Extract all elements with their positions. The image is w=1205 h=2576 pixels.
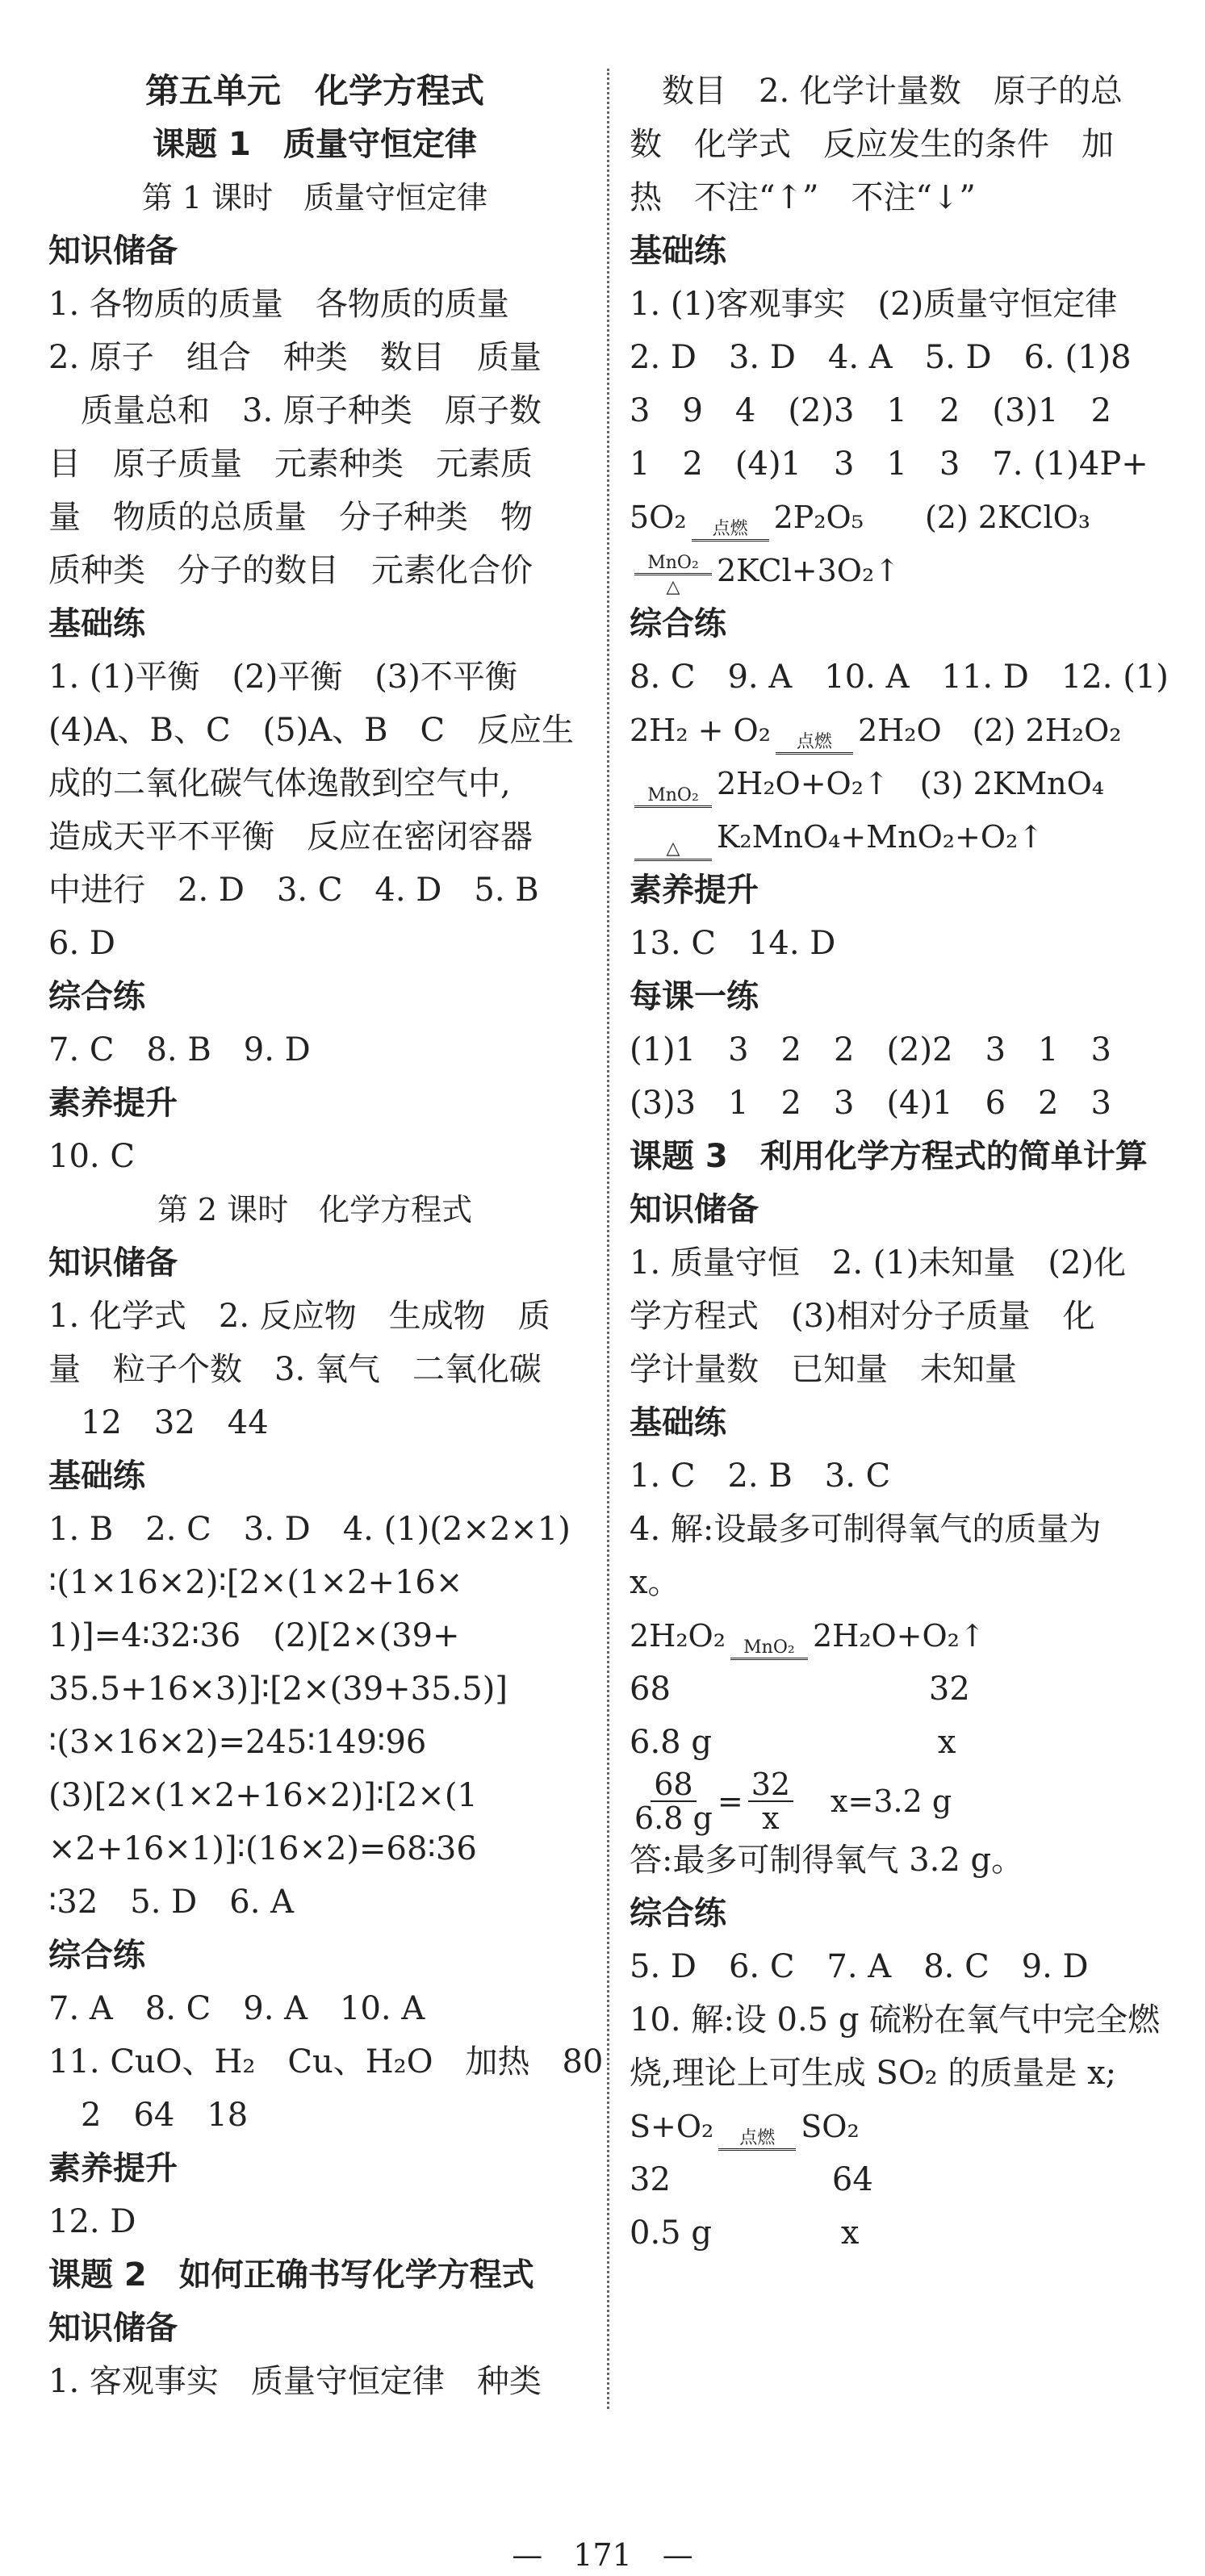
section-head: 基础练 <box>48 605 145 642</box>
reaction-arrow <box>692 520 769 544</box>
text-line: 数 化学式 反应发生的条件 加 <box>630 126 1114 163</box>
section-head: 知识储备 <box>48 232 178 270</box>
text-line: 学计量数 已知量 未知量 <box>630 1351 1017 1388</box>
text-line: 7. A 8. C 9. A 10. A <box>48 1990 425 2027</box>
topic-3-title: 课题 3 利用化学方程式的简单计算 <box>630 1138 1148 1175</box>
section-lines <box>48 1023 581 1077</box>
section-lines <box>630 278 1162 491</box>
text-line: 1. 客观事实 质量守恒定律 种类 <box>48 2363 542 2400</box>
text-line: 1. 各物质的质量 各物质的质量 <box>48 286 509 323</box>
text-line: ×2+16×1)]∶(16×2)=68∶36 <box>48 1830 477 1867</box>
text-line: 32 64 <box>630 2161 873 2198</box>
text-line: 12 32 44 <box>48 1404 269 1441</box>
reaction-arrow <box>730 1638 808 1662</box>
reaction-arrow <box>634 839 712 864</box>
lesson-1-title: 第 1 课时 质量守恒定律 <box>141 180 488 215</box>
topic-1-title: 课题 1 质量守恒定律 <box>153 126 477 163</box>
topic-2-title: 课题 2 如何正确书写化学方程式 <box>48 2256 534 2294</box>
section-head: 综合练 <box>630 605 726 642</box>
fraction-left <box>634 1768 713 1834</box>
text-line: 11. CuO、H₂ Cu、H₂O 加热 80 <box>48 2043 604 2080</box>
fraction-numerator: 32 <box>748 1768 793 1802</box>
section-lines <box>630 65 1162 224</box>
text-line: (4)A、B、C (5)A、B C 反应生 <box>48 712 575 749</box>
reaction-condition-top: MnO₂ <box>647 785 699 805</box>
section-lines <box>48 2355 581 2408</box>
section-lines <box>48 1503 581 1929</box>
section-head: 素养提升 <box>630 872 759 909</box>
unit-title: 第五单元 化学方程式 <box>144 71 484 111</box>
text-line: 1. 质量守恒 2. (1)未知量 (2)化 <box>630 1244 1127 1282</box>
text-line: 12. D <box>48 2203 136 2240</box>
chemical-equation <box>630 704 1162 757</box>
text-line: x。 <box>630 1564 680 1601</box>
text-line: (1)1 3 2 2 (2)2 3 1 3 <box>630 1031 1111 1068</box>
lesson-2-title: 第 2 课时 化学方程式 <box>157 1192 473 1227</box>
text-line: 1. (1)客观事实 (2)质量守恒定律 <box>630 286 1118 323</box>
chemical-equation <box>630 2100 1162 2153</box>
column-divider <box>607 69 609 2409</box>
chemical-equation <box>630 544 1162 597</box>
section-head: 综合练 <box>48 1937 145 1974</box>
equation-products: 2P₂O₅ (2) 2KClO₃ <box>773 500 1091 535</box>
equation-products: 2KCl+3O₂↑ <box>717 553 901 588</box>
equation-products: SO₂ <box>801 2109 860 2144</box>
chemical-equation <box>630 757 1162 810</box>
text-line: 0.5 g x <box>630 2214 860 2252</box>
text-line: 学方程式 (3)相对分子质量 化 <box>630 1298 1095 1335</box>
text-line: 3 9 4 (2)3 1 2 (3)1 2 <box>630 392 1111 429</box>
text-line: 烧,理论上可生成 SO₂ 的质量是 x; <box>630 2055 1117 2092</box>
reaction-condition-bottom: △ <box>666 577 680 597</box>
chemical-equation <box>630 491 1162 544</box>
text-line: 5. D 6. C 7. A 8. C 9. D <box>630 1948 1089 1985</box>
reaction-condition-top: 点燃 <box>796 732 832 752</box>
reaction-condition-top: 点燃 <box>712 519 748 539</box>
reaction-arrow <box>634 554 712 597</box>
text-line: 2. 原子 组合 种类 数目 质量 <box>48 339 542 376</box>
section-lines <box>48 2195 581 2248</box>
fraction-result: x=3.2 g <box>831 1784 952 1819</box>
section-lines <box>630 917 1162 970</box>
left-column <box>48 65 604 2408</box>
equation-products: K₂MnO₄+MnO₂+O₂↑ <box>717 819 1044 855</box>
text-line: (3)3 1 2 3 (4)1 6 2 3 <box>630 1085 1111 1122</box>
equation-products: 2H₂O+O₂↑ (3) 2KMnO₄ <box>717 766 1105 801</box>
text-line: 热 不注“↑” 不注“↓” <box>630 179 976 216</box>
reaction-arrow <box>776 733 853 757</box>
equation-products: 2H₂O (2) 2H₂O₂ <box>857 713 1122 748</box>
chemical-equation <box>630 1609 1162 1662</box>
text-line: 1. B 2. C 3. D 4. (1)(2×2×1) <box>48 1511 571 1548</box>
fraction-numerator: 68 <box>651 1768 696 1802</box>
text-line: ∶(3×16×2)=245∶149∶96 <box>48 1724 427 1761</box>
text-line: 数目 2. 化学计量数 原子的总 <box>630 73 1123 110</box>
text-line: 量 粒子个数 3. 氧气 二氧化碳 <box>48 1351 542 1388</box>
reaction-condition-top: △ <box>666 838 680 859</box>
text-line: 质量总和 3. 原子种类 原子数 <box>48 392 542 429</box>
equals-sign: = <box>717 1784 743 1819</box>
text-line: 1. 化学式 2. 反应物 生成物 质 <box>48 1298 550 1335</box>
text-line: 7. C 8. B 9. D <box>48 1031 311 1068</box>
section-head: 知识储备 <box>48 2310 178 2347</box>
chemical-equation <box>630 810 1162 864</box>
reaction-condition-top: 点燃 <box>739 2128 776 2148</box>
right-column <box>630 65 1169 2260</box>
text-line: 13. C 14. D <box>630 925 836 962</box>
text-line: 2 64 18 <box>48 2097 249 2134</box>
text-line: 8. C 9. A 10. A 11. D 12. (1) <box>630 659 1169 696</box>
reaction-condition-top: MnO₂ <box>647 553 699 573</box>
equation-reactants: 5O₂ <box>630 500 687 535</box>
text-line: 成的二氧化碳气体逸散到空气中, <box>48 765 511 802</box>
reaction-condition-top: MnO₂ <box>743 1637 795 1658</box>
text-line: (3)[2×(1×2+16×2)]∶[2×(1 <box>48 1777 478 1814</box>
section-head: 每课一练 <box>630 978 759 1015</box>
text-line: 质种类 分子的数目 元素化合价 <box>48 552 533 589</box>
text-line: 量 物质的总质量 分子种类 物 <box>48 499 533 536</box>
section-head: 综合练 <box>48 978 145 1015</box>
section-lines <box>48 1130 581 1183</box>
text-line: 10. C <box>48 1138 135 1175</box>
section-head: 知识储备 <box>48 1244 178 1282</box>
text-line: 4. 解:设最多可制得氧气的质量为 <box>630 1511 1102 1548</box>
equal-bar <box>634 805 712 810</box>
calc-lines <box>630 2153 1162 2260</box>
text-line: 1. (1)平衡 (2)平衡 (3)不平衡 <box>48 659 517 696</box>
section-lines <box>630 1449 1162 1609</box>
calc-lines <box>630 1662 1162 1769</box>
equation-reactants: 2H₂O₂ <box>630 1618 726 1654</box>
fraction-denominator: 6.8 g <box>634 1800 713 1836</box>
section-lines <box>48 1982 604 2142</box>
equation-reactants: 2H₂ + O₂ <box>630 713 771 748</box>
section-lines <box>48 278 581 597</box>
section-head: 知识储备 <box>630 1191 759 1228</box>
answer-line: 答:最多可制得氧气 3.2 g。 <box>630 1842 1024 1879</box>
section-lines <box>630 1023 1162 1130</box>
equation-reactants: S+O₂ <box>630 2109 714 2144</box>
text-line: ∶(1×16×2)∶[2×(1×2+16× <box>48 1564 463 1601</box>
section-head: 基础练 <box>48 1457 145 1495</box>
section-head: 综合练 <box>630 1895 726 1932</box>
text-line: 目 原子质量 元素种类 元素质 <box>48 445 533 483</box>
text-line: ∶32 5. D 6. A <box>48 1884 295 1921</box>
text-line: 35.5+16×3)]∶[2×(39+35.5)] <box>48 1671 508 1708</box>
section-lines <box>48 650 581 970</box>
proportion-fraction <box>630 1769 1162 1834</box>
text-line: 6.8 g x <box>630 1724 956 1761</box>
page-number: — 171 — <box>512 2537 693 2573</box>
text-line: 中进行 2. D 3. C 4. D 5. B <box>48 872 539 909</box>
text-line: 6. D <box>48 925 115 962</box>
section-lines <box>630 650 1169 704</box>
fraction-denominator: x <box>762 1800 780 1836</box>
equation-products: 2H₂O+O₂↑ <box>812 1618 985 1654</box>
reaction-arrow <box>634 786 712 810</box>
section-lines <box>630 1236 1162 1396</box>
text-line: 1 2 (4)1 3 1 3 7. (1)4P+ <box>630 445 1149 483</box>
section-head: 素养提升 <box>48 1085 178 1122</box>
section-head: 基础练 <box>630 1404 726 1441</box>
fraction-right <box>748 1768 793 1834</box>
section-lines <box>48 1290 581 1449</box>
text-line: 造成天平不平衡 反应在密闭容器 <box>48 818 533 855</box>
section-head: 基础练 <box>630 232 726 270</box>
text-line: 10. 解:设 0.5 g 硫粉在氧气中完全燃 <box>630 2001 1161 2039</box>
text-line: 68 32 <box>630 1671 970 1708</box>
section-head: 素养提升 <box>48 2150 178 2187</box>
text-line: 2. D 3. D 4. A 5. D 6. (1)8 <box>630 339 1132 376</box>
text-line: 1. C 2. B 3. C <box>630 1457 891 1495</box>
section-lines <box>630 1940 1162 2100</box>
reaction-arrow <box>718 2129 796 2153</box>
text-line: 1)]=4∶32∶36 (2)[2×(39+ <box>48 1617 460 1654</box>
